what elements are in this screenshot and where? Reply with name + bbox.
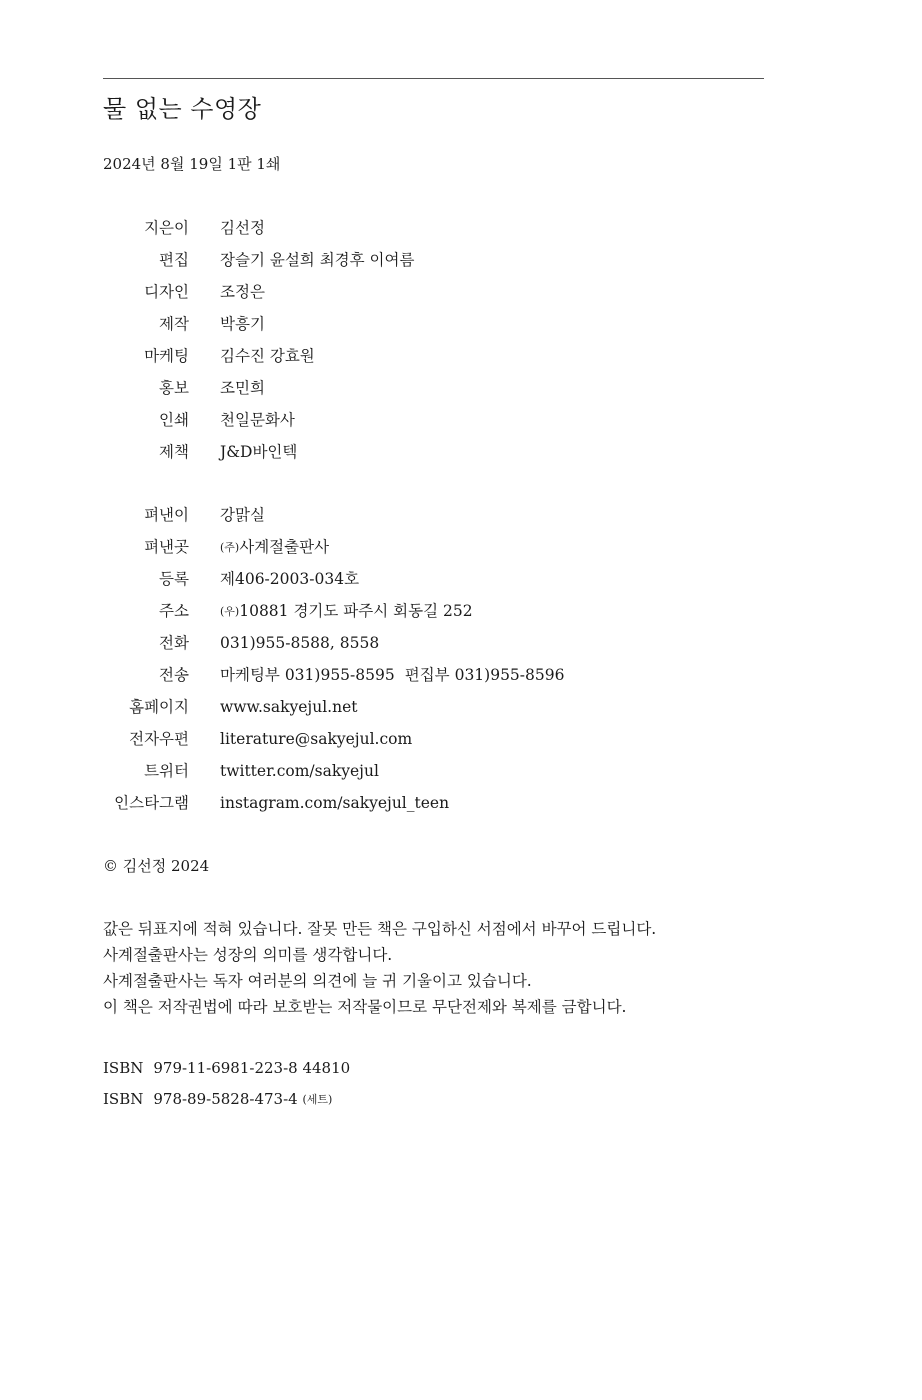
credit-value: 조정은 (220, 283, 265, 301)
phone-number: 031)955-8588, 8558 (220, 634, 380, 652)
email-label: 전자우편 (129, 730, 189, 748)
publisher-label: 펴낸이 (144, 506, 189, 524)
fax-row (0, 663, 922, 695)
isbn-label: ISBN (103, 1090, 144, 1108)
instagram-label: 인스타그램 (114, 794, 189, 812)
isbn-set-number: 978-89-5828-473-4 (153, 1090, 298, 1108)
fax-value (220, 663, 564, 687)
credit-label: 인쇄 (159, 411, 189, 429)
twitter-link[interactable]: twitter.com/sakyejul (220, 762, 379, 780)
publisher-row (0, 503, 922, 535)
credit-row (0, 312, 922, 344)
credit-label: 홍보 (159, 379, 189, 397)
credit-row (0, 440, 922, 472)
address-label: 주소 (159, 602, 189, 620)
credit-row (0, 248, 922, 280)
homepage-label: 홈페이지 (129, 698, 189, 716)
isbn-set-note: (세트) (302, 1093, 333, 1106)
publishing-house-row (0, 535, 922, 567)
fax-marketing: 마케팅부 031)955-8595 (220, 666, 395, 684)
credit-value: 김선정 (220, 219, 265, 237)
publisher-name: 강맑실 (220, 506, 265, 524)
fax-label: 전송 (159, 666, 189, 684)
phone-label: 전화 (159, 634, 189, 652)
credit-label: 마케팅 (144, 347, 189, 365)
notice-line: 값은 뒤표지에 적혀 있습니다. 잘못 만든 책은 구입하신 서점에서 바꾸어 드립니다. (103, 920, 657, 938)
homepage-row (0, 695, 922, 727)
notice-line: 사계절출판사는 성장의 의미를 생각합니다. (103, 946, 393, 964)
publishing-house-label: 펴낸곳 (144, 538, 189, 556)
homepage-link[interactable]: www.sakyejul.net (220, 698, 358, 716)
publishing-house-value (220, 535, 329, 560)
edition-info: 2024년 8월 19일 1판 1쇄 (103, 155, 281, 173)
credit-value: 천일문화사 (220, 411, 295, 429)
notices (103, 917, 656, 1021)
address-row (0, 599, 922, 631)
address-value (220, 599, 473, 624)
credit-label: 지은이 (144, 219, 189, 237)
credits-list (0, 216, 922, 472)
top-divider (103, 78, 764, 79)
isbn-book (103, 1057, 350, 1079)
fax-editorial: 편집부 031)955-8596 (404, 666, 565, 684)
isbn-label: ISBN (103, 1059, 144, 1077)
email-row (0, 727, 922, 759)
credit-row (0, 216, 922, 248)
credit-row (0, 408, 922, 440)
registration-number: 제406-2003-034호 (220, 570, 360, 588)
credit-row (0, 376, 922, 408)
credit-label: 편집 (159, 251, 189, 269)
publishing-house-name: 사계절출판사 (239, 538, 330, 556)
credit-value: 장슬기 윤설희 최경후 이여름 (220, 251, 415, 269)
twitter-label: 트위터 (144, 762, 189, 780)
twitter-row (0, 759, 922, 791)
registration-row (0, 567, 922, 599)
credit-label: 제책 (159, 443, 189, 461)
instagram-row (0, 791, 922, 823)
credit-value: 조민희 (220, 379, 265, 397)
credit-value: 김수진 강효원 (220, 347, 315, 365)
notice-line: 사계절출판사는 독자 여러분의 의견에 늘 귀 기울이고 있습니다. (103, 972, 532, 990)
registration-label: 등록 (159, 570, 189, 588)
isbn-book-number: 979-11-6981-223-8 44810 (153, 1059, 351, 1077)
credit-row (0, 344, 922, 376)
book-title: 물 없는 수영장 (103, 95, 262, 123)
copyright-notice: © 김선정 2024 (103, 857, 210, 875)
credit-value: J&D바인텍 (220, 443, 298, 461)
credit-label: 디자인 (144, 283, 189, 301)
instagram-link[interactable]: instagram.com/sakyejul_teen (220, 794, 450, 812)
credit-value: 박흥기 (220, 315, 265, 333)
email-link[interactable]: literature@sakyejul.com (220, 730, 413, 748)
publisher-info (0, 503, 922, 823)
credit-row (0, 280, 922, 312)
isbn-set (103, 1088, 332, 1111)
phone-row (0, 631, 922, 663)
notice-line: 이 책은 저작권법에 따라 보호받는 저작물이므로 무단전제와 복제를 금합니다. (103, 998, 627, 1016)
credit-label: 제작 (159, 315, 189, 333)
corp-prefix: (주) (220, 541, 240, 554)
address-text: 10881 경기도 파주시 회동길 252 (239, 602, 473, 620)
postal-prefix: (우) (220, 605, 240, 618)
